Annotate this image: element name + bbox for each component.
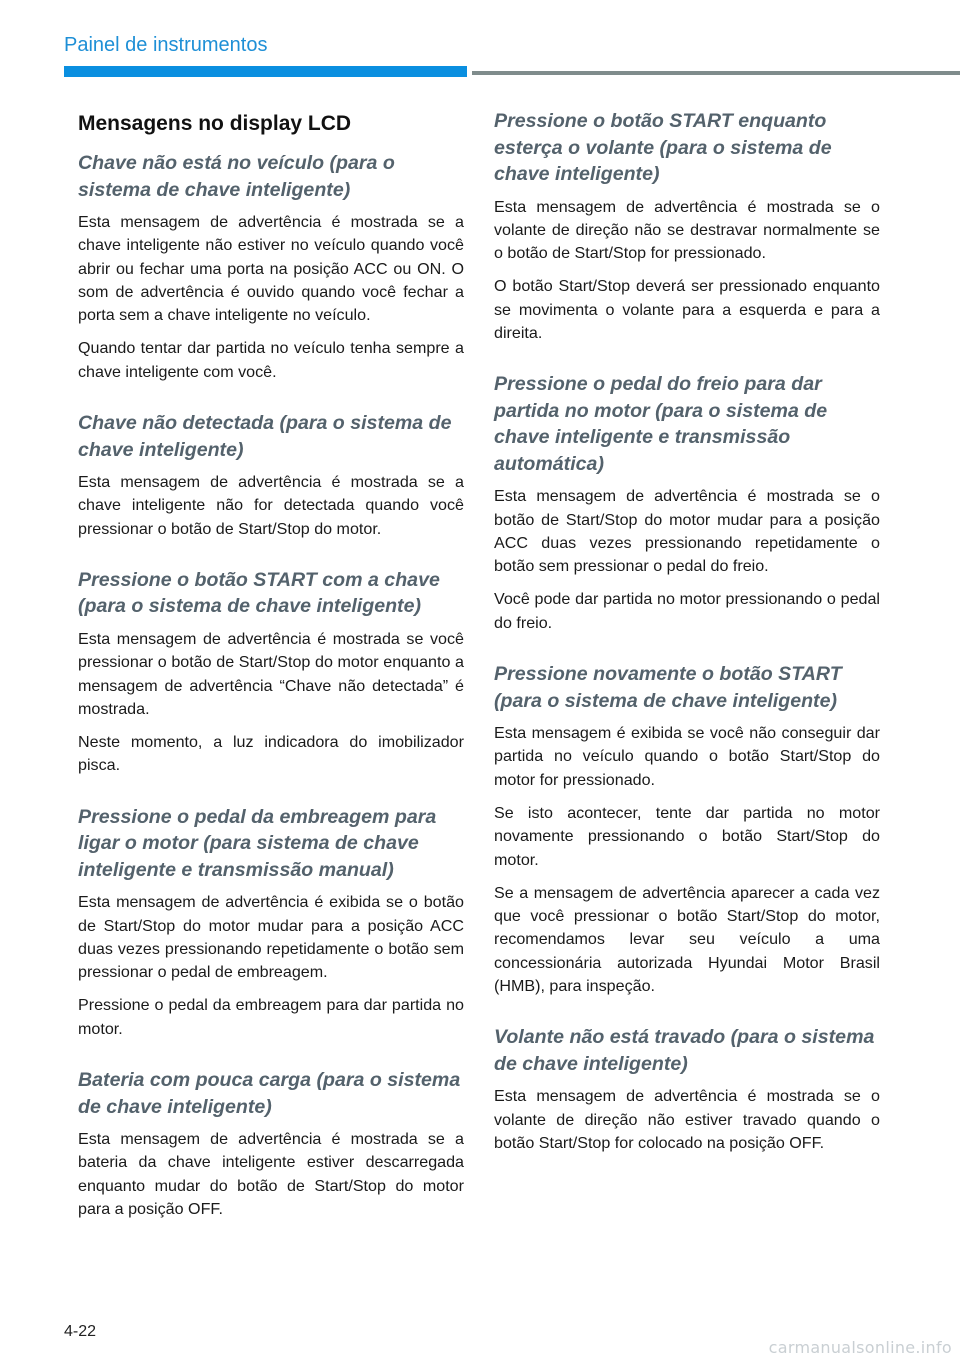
body-paragraph: Esta mensagem de advertência é mostrada se o volante de direção não estiver travado quando o botão Start/Stop for colocado na posição OFF. [494,1087,880,1152]
body-paragraph: Esta mensagem de advertência é mostrada se a bateria da chave inteligente estiver descarregada enquanto mudar do botão de Start/Stop do motor para a posição OFF. [78,1130,464,1218]
subsection-heading: Pressione novamente o botão START (para o sistema de chave inteligente) [494,663,842,712]
body-paragraph: Quando tentar dar partida no veículo tenha sempre a chave inteligente com você. [78,339,464,381]
body-paragraph: Se a mensagem de advertência aparecer a cada vez que você pressionar o botão Start/Stop do motor, recomendamos levar seu veículo a uma concessionária autorizada Hyundai Motor Brasil (HMB), para inspeção. [494,883,880,996]
subsection-heading: Pressione o pedal da embreagem para ligar o motor (para sistema de chave inteligente e transmissão manual) [78,805,437,881]
section-gap [78,788,464,804]
body-paragraph: Neste momento, a luz indicadora do imobilizador pisca. [78,733,464,775]
body-paragraph: Esta mensagem de advertência é exibida se o botão de Start/Stop do motor mudar para a posição ACC duas vezes pressionando repetidamente o botão sem pressionar o pedal de embreagem. [78,893,464,982]
main-heading: Mensagens no display LCD [78,112,352,135]
body-paragraph: Esta mensagem de advertência é mostrada se o volante de direção não se destravar normalmente se o botão de Start/Stop for pressionado. [494,197,880,263]
header-rule [472,71,960,75]
subsection-heading: Volante não está travado (para o sistema de chave inteligente) [494,1026,875,1075]
body-paragraph: Você pode dar partida no motor pressionando o pedal do freio. [494,590,880,632]
page-number: 4-22 [64,1323,97,1340]
section-gap [78,1051,464,1067]
section-gap [494,645,880,661]
body-paragraph: Esta mensagem de advertência é mostrada se a chave inteligente não for detectada quando você pressionar o botão de Start/Stop do motor. [78,473,464,538]
section-gap [78,551,464,567]
body-paragraph: Esta mensagem de advertência é mostrada se a chave inteligente não estiver no veículo quando você abrir ou fechar uma porta na posição ACC ou ON. O som de advertência é ouvido quando você fechar a porta sem a chave inteligente no veículo. [78,213,464,325]
body-paragraph: O botão Start/Stop deverá ser pressionado enquanto se movimenta o volante para a esquerda e para a direita. [494,277,880,342]
body-paragraph: Esta mensagem de advertência é mostrada se você pressionar o botão de Start/Stop do motor enquanto a mensagem de advertência “Chave não detectada” é mostrada. [78,629,464,718]
watermark: carmanualsonline.info [768,1338,952,1357]
body-paragraph: Esta mensagem é exibida se você não conseguir dar partida no veículo quando o botão Start/Stop do motor for pressionado. [494,724,880,789]
left-sections [78,150,464,1221]
body-paragraph: Pressione o pedal da embreagem para dar partida no motor. [78,996,464,1038]
right-column [494,108,880,1165]
section-gap [78,394,464,410]
subsection-heading: Chave não detectada (para o sistema de chave inteligente) [78,412,452,461]
right-sections [494,108,880,1155]
section-gap [494,355,880,371]
section-gap [494,1008,880,1024]
subsection-heading: Pressione o pedal do freio para dar partida no motor (para o sistema de chave inteligente e transmissão automática) [494,373,828,475]
body-paragraph: Se isto acontecer, tente dar partida no motor novamente pressionando o botão Start/Stop do motor. [494,803,880,869]
subsection-heading: Pressione o botão START com a chave (para o sistema de chave inteligente) [78,568,440,618]
subsection-heading: Bateria com pouca carga (para o sistema de chave inteligente) [78,1069,461,1118]
left-column [78,108,464,1231]
subsection-heading: Chave não está no veículo (para o sistema de chave inteligente) [78,152,395,201]
header-accent-bar [64,66,467,77]
body-paragraph: Esta mensagem de advertência é mostrada se o botão de Start/Stop do motor mudar para a posição ACC duas vezes pressionando repetidamente o botão sem pressionar o pedal do freio. [494,487,880,576]
subsection-heading: Pressione o botão START enquanto esterça o volante (para o sistema de chave inteligente) [494,110,832,185]
section-title: Painel de instrumentos [64,34,268,56]
